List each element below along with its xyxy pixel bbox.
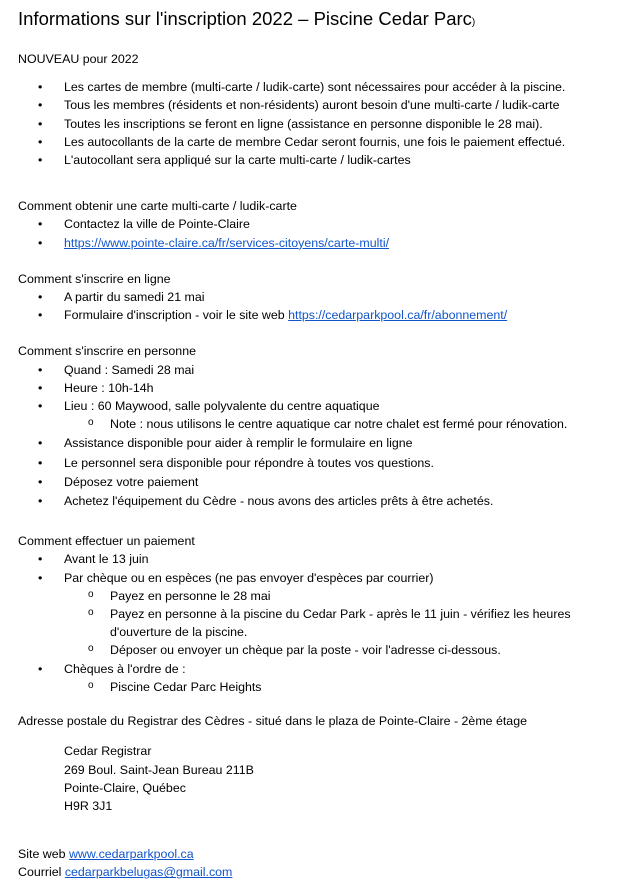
obtenir-list — [18, 215, 630, 251]
title-text: Informations sur l'inscription 2022 – Piscine Cedar Parc — [18, 8, 472, 29]
site-web-label: Site web — [18, 847, 69, 862]
list-item: • Toutes les inscriptions se feront en ligne (assistance en personne disponible le 28 mai). — [18, 115, 630, 133]
list-item: • Contactez la ville de Pointe-Claire — [18, 215, 630, 233]
list-item: • Quand : Samedi 28 mai — [18, 361, 630, 379]
en-personne-heading: Comment s'inscrire en personne — [18, 344, 196, 359]
paiement-list — [18, 550, 630, 696]
address-line: 269 Boul. Saint-Jean Bureau 211B — [64, 762, 254, 777]
postal-address — [18, 742, 630, 815]
courriel-label: Courriel — [18, 865, 65, 880]
list-item: • Les cartes de membre (multi-carte / ludik-carte) sont nécessaires pour accéder à la piscine. — [18, 78, 630, 96]
list-subitem: o Note : nous utilisons le centre aquatique car notre chalet est fermé pour rénovation. — [18, 415, 630, 433]
title-tail: ) — [471, 17, 476, 28]
nouveau-heading: NOUVEAU pour 2022 — [18, 52, 139, 66]
list-item: • Le personnel sera disponible pour répondre à toutes vos questions. — [18, 454, 630, 472]
list-subitem: o Payez en personne à la piscine du Cedar Park - après le 11 juin - vérifiez les heures d'ouverture de la piscine. — [18, 605, 600, 641]
courriel-link[interactable]: cedarparkbelugas@gmail.com — [64, 865, 233, 880]
formulaire-text: Formulaire d'inscription - voir le site web — [64, 308, 289, 323]
list-item: • Lieu : 60 Maywood, salle polyvalente du centre aquatique — [18, 397, 630, 415]
address-line: H9R 3J1 — [64, 798, 113, 813]
list-subitem: o Déposer ou envoyer un chèque par la poste - voir l'adresse ci-dessous. — [18, 641, 630, 659]
adresse-heading: Adresse postale du Registrar des Cèdres - situé dans le plaza de Pointe-Claire - 2ème étage — [18, 714, 527, 729]
list-item: • Les autocollants de la carte de membre Cedar seront fournis, une fois le paiement effectué. — [18, 133, 630, 151]
list-item: • Achetez l'équipement du Cèdre - nous avons des articles prêts à être achetés. — [18, 492, 630, 510]
site-web-link[interactable]: www.cedarparkpool.ca — [68, 847, 194, 862]
address-line: Pointe-Claire, Québec — [64, 780, 186, 795]
en-ligne-list — [18, 288, 630, 324]
list-item: • L'autocollant sera appliqué sur la carte multi-carte / ludik-cartes — [18, 151, 630, 169]
list-item: • Assistance disponible pour aider à remplir le formulaire en ligne — [18, 434, 630, 452]
list-item: • Tous les membres (résidents et non-résidents) auront besoin d'une multi-carte / ludik-carte — [18, 96, 630, 114]
list-item: • Déposez votre paiement — [18, 473, 630, 491]
obtenir-heading: Comment obtenir une carte multi-carte / ludik-carte — [18, 199, 297, 214]
en-personne-list — [18, 361, 630, 511]
document-page — [18, 6, 630, 882]
list-subitem: o Payez en personne le 28 mai — [18, 587, 630, 605]
document-title — [18, 6, 630, 36]
list-item: • A partir du samedi 21 mai — [18, 288, 630, 306]
list-item: • Heure : 10h-14h — [18, 379, 630, 397]
list-item — [18, 306, 630, 324]
abonnement-link[interactable]: https://cedarparkpool.ca/fr/abonnement/ — [288, 308, 508, 323]
en-ligne-heading: Comment s'inscrire en ligne — [18, 271, 171, 286]
courriel-line — [18, 863, 630, 881]
nouveau-list — [18, 78, 630, 169]
paiement-heading: Comment effectuer un paiement — [18, 534, 195, 549]
list-item: • Avant le 13 juin — [18, 550, 630, 568]
site-web-line — [18, 845, 630, 863]
contact-block — [18, 845, 630, 881]
address-line: Cedar Registrar — [64, 744, 152, 759]
list-item — [18, 234, 630, 252]
list-item: • Par chèque ou en espèces (ne pas envoyer d'espèces par courrier) — [18, 569, 630, 587]
list-item: • Chèques à l'ordre de : — [18, 660, 630, 678]
carte-multi-link[interactable]: https://www.pointe-claire.ca/fr/services-citoyens/carte-multi/ — [64, 235, 390, 250]
list-subitem: o Piscine Cedar Parc Heights — [18, 678, 630, 696]
